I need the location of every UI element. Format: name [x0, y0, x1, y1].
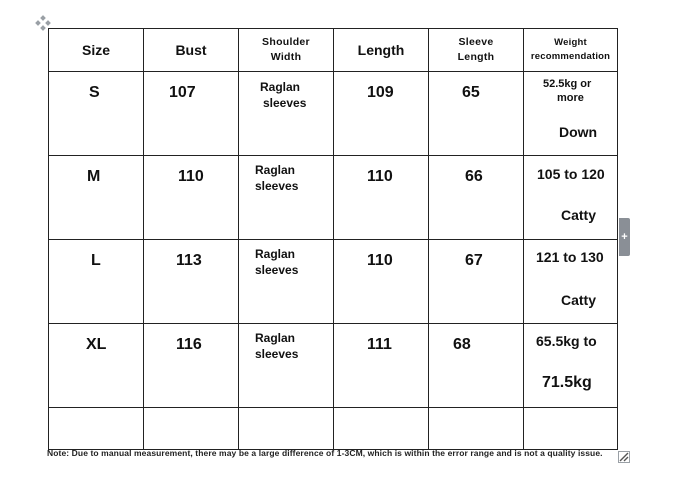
weight-value-line2: Catty [561, 292, 597, 308]
cell-shoulder [239, 156, 334, 240]
bust-value: 110 [178, 168, 204, 185]
weight-value-line1: 65.5kg to [536, 333, 597, 349]
weight-value-line2: 71.5kg [542, 374, 592, 391]
empty-cell [334, 408, 429, 450]
length-value: 110 [367, 252, 393, 269]
weight-value-line1: 52.5kg or [543, 78, 592, 90]
size-chart-table [48, 28, 618, 450]
length-value: 110 [367, 168, 393, 185]
table-row [49, 324, 618, 408]
empty-cell [524, 408, 618, 450]
cell-weight [524, 72, 618, 156]
empty-cell [144, 408, 239, 450]
cell-weight [524, 240, 618, 324]
cell-shoulder [239, 72, 334, 156]
cell-bust [144, 156, 239, 240]
sleeve-value: 67 [465, 252, 483, 269]
add-column-tab[interactable]: + [619, 218, 630, 256]
shoulder-value-line1: Raglan [255, 163, 296, 177]
weight-value-line3: Down [559, 124, 598, 140]
cell-size [49, 156, 144, 240]
cell-sleeve [429, 156, 524, 240]
bust-value: 113 [176, 252, 202, 269]
measurement-note: Note: Due to manual measurement, there may be a large difference of 1-3CM, which is within the error range and is not a quality issue. [47, 448, 603, 458]
table-row [49, 240, 618, 324]
cell-sleeve [429, 72, 524, 156]
header-length: Length [334, 29, 429, 72]
empty-cell [49, 408, 144, 450]
cell-size [49, 72, 144, 156]
header-size: Size [49, 29, 144, 72]
bust-value: 116 [176, 336, 202, 353]
table-row [49, 156, 618, 240]
cell-length [334, 240, 429, 324]
cell-size [49, 240, 144, 324]
cell-sleeve [429, 324, 524, 408]
header-sleeve-length-text: Sleeve Length [457, 36, 495, 63]
size-value: S [89, 84, 100, 101]
header-shoulder-width-text: Shoulder Width [262, 36, 310, 63]
cell-sleeve [429, 240, 524, 324]
shoulder-value-line2: sleeves [255, 263, 299, 277]
cell-length [334, 72, 429, 156]
cell-weight [524, 156, 618, 240]
cell-bust [144, 240, 239, 324]
cell-size [49, 324, 144, 408]
resize-handle-icon[interactable] [618, 450, 630, 462]
cell-length [334, 156, 429, 240]
weight-value-line1: 121 to 130 [536, 249, 604, 265]
bust-value: 107 [169, 84, 196, 101]
table-row-empty [49, 408, 618, 450]
header-shoulder-width [239, 29, 334, 72]
sleeve-value: 66 [465, 168, 483, 185]
cell-shoulder [239, 240, 334, 324]
shoulder-value-line2: sleeves [255, 179, 299, 193]
length-value: 109 [367, 84, 394, 101]
shoulder-value-line2: sleeves [263, 96, 307, 110]
cell-bust [144, 72, 239, 156]
table-row [49, 72, 618, 156]
empty-cell [429, 408, 524, 450]
header-sleeve-length [429, 29, 524, 72]
cell-length [334, 324, 429, 408]
header-row [49, 29, 618, 72]
empty-cell [239, 408, 334, 450]
cell-shoulder [239, 324, 334, 408]
shoulder-value-line2: sleeves [255, 347, 299, 361]
shoulder-value-line1: Raglan [260, 80, 301, 94]
header-weight-text: Weight recommendation [530, 37, 611, 62]
header-weight-recommendation [524, 29, 618, 72]
size-value: M [87, 168, 101, 185]
length-value: 111 [367, 336, 392, 353]
header-bust: Bust [144, 29, 239, 72]
weight-value-line2: Catty [561, 207, 597, 223]
shoulder-value-line1: Raglan [255, 331, 296, 345]
cell-bust [144, 324, 239, 408]
weight-value-line2: more [557, 92, 584, 104]
size-value: L [91, 252, 101, 269]
cell-weight [524, 324, 618, 408]
weight-value-line1: 105 to 120 [537, 166, 605, 182]
size-value: XL [86, 336, 107, 353]
shoulder-value-line1: Raglan [255, 247, 296, 261]
sleeve-value: 68 [453, 336, 471, 353]
sleeve-value: 65 [462, 84, 480, 101]
